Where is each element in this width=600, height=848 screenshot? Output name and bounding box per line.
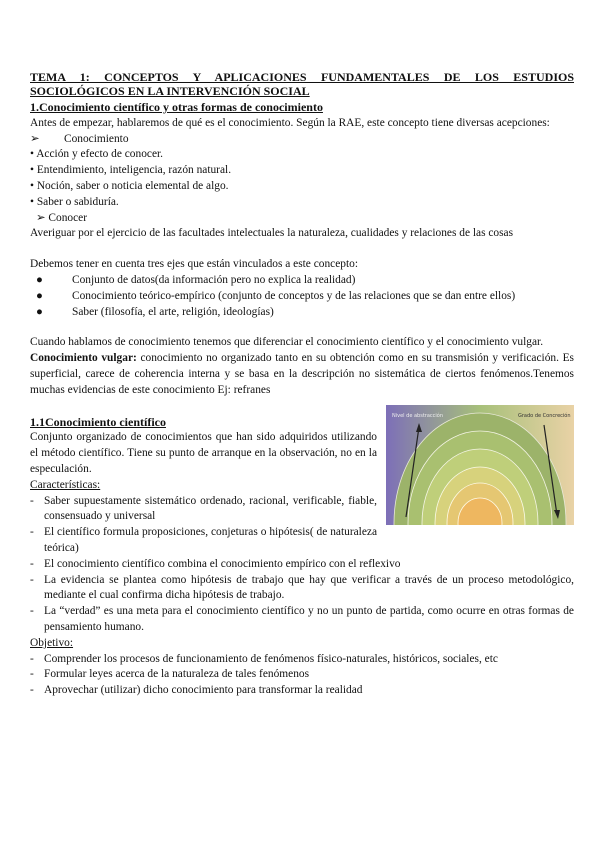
diferenciar-paragraph: Cuando hablamos de conocimiento tenemos que diferenciar el conocimiento científico y el conocimiento vulgar. bbox=[30, 336, 544, 349]
arrow-item-conocimiento bbox=[30, 132, 574, 148]
knowledge-diagram-image bbox=[386, 405, 574, 525]
list-item bbox=[30, 289, 574, 305]
list-item-text: La evidencia se plantea como hipótesis de trabajo que hay que verificar a través de un proceso metodológico, mediante el cual confirma dicha hipótesis de trabajo. bbox=[44, 573, 574, 602]
intro-paragraph: Antes de empezar, hablaremos de qué es el conocimiento. Según la RAE, este concepto tiene diversas acepciones: bbox=[30, 116, 550, 129]
list-item-text: Aprovechar (utilizar) dicho conocimiento para transformar la realidad bbox=[44, 684, 363, 697]
list-item bbox=[30, 683, 574, 699]
list-item bbox=[30, 305, 574, 321]
list-item bbox=[30, 604, 574, 636]
rae-item: • Acción y efecto de conocer. bbox=[30, 148, 164, 161]
section11-heading: 1.1Conocimiento científico bbox=[30, 414, 166, 429]
rae-item: • Noción, saber o noticia elemental de algo. bbox=[30, 179, 229, 192]
cientifico-definition: Conjunto organizado de conocimientos que han sido adquiridos utilizando el método científico. Tiene su punto de arranque en la observación, no en la especulación. bbox=[30, 431, 377, 475]
bullet-icon: ● bbox=[36, 305, 43, 318]
arrow-icon: ➢ bbox=[36, 211, 46, 224]
list-item-text: Saber supuestamente sistemático ordenado, racional, verificable, fiable, consensuado y universal bbox=[44, 494, 377, 523]
rae-item: • Saber o sabiduría. bbox=[30, 195, 119, 208]
objetivo-label: Objetivo: bbox=[30, 636, 74, 649]
vulgar-text: conocimiento no organizado tanto en su obtención como en su transmisión y verificación. Es superficial, carece de coherencia interna y se basa en la descripción no sistemática de ciertos fenómenos.Tenemos muchas evidencias de este conocimiento Ej: refranes bbox=[30, 352, 574, 396]
list-item-text: Comprender los procesos de funcionamiento de fenómenos físico-naturales, históricos, sociales, etc bbox=[44, 652, 498, 665]
section-1-1 bbox=[30, 412, 574, 699]
list-item-text: La “verdad” es una meta para el conocimiento científico y no un punto de partida, como ocurre en otras formas de pensamiento humano. bbox=[44, 605, 574, 633]
list-item-text: Conjunto de datos(da información pero no explica la realidad) bbox=[72, 273, 356, 286]
dash-icon: - bbox=[30, 668, 34, 681]
arrow-label: Conocer bbox=[48, 211, 87, 224]
list-item bbox=[30, 573, 574, 605]
caracteristicas-label: Características: bbox=[30, 478, 101, 491]
section1-heading: 1.Conocimiento científico y otras formas de conocimiento bbox=[30, 100, 323, 114]
document-title-line2: SOCIOLÓGICOS EN LA INTERVENCIÓN SOCIAL bbox=[30, 84, 310, 98]
list-item bbox=[30, 525, 377, 557]
rae-item: • Entendimiento, inteligencia, razón natural. bbox=[30, 164, 232, 177]
list-item bbox=[30, 494, 377, 526]
vulgar-term: Conocimiento vulgar: bbox=[30, 352, 137, 365]
dash-icon: - bbox=[30, 605, 34, 618]
list-item bbox=[30, 652, 574, 668]
dash-icon: - bbox=[30, 573, 34, 586]
document-page bbox=[30, 70, 574, 699]
dash-icon: - bbox=[30, 652, 34, 665]
list-item-text: El conocimiento científico combina el conocimiento empírico con el reflexivo bbox=[44, 557, 401, 570]
arrow-item-conocer bbox=[30, 211, 574, 227]
list-item bbox=[30, 667, 574, 683]
bullet-icon: ● bbox=[36, 273, 43, 286]
dash-icon: - bbox=[30, 557, 34, 570]
vulgar-paragraph bbox=[30, 351, 574, 398]
figure-label-left: Nivel de abstracción bbox=[392, 412, 444, 419]
list-item-text: Conocimiento teórico-empírico (conjunto de conceptos y de las relaciones que se dan entre ellos) bbox=[72, 289, 516, 302]
list-item bbox=[30, 273, 574, 289]
arrow-label: Conocimiento bbox=[64, 132, 129, 145]
arrow-icon: ➢ bbox=[30, 132, 40, 145]
objetivo-heading bbox=[30, 636, 574, 652]
figure-label-right: Grado de Concreción bbox=[518, 412, 571, 419]
list-item-text: Formular leyes acerca de la naturaleza de tales fenómenos bbox=[44, 668, 310, 681]
conocer-definition: Averiguar por el ejercicio de las facultades intelectuales la naturaleza, cualidades y relaciones de las cosas bbox=[30, 227, 514, 240]
document-title-line1: TEMA 1: CONCEPTOS Y APLICACIONES FUNDAMENTALES DE LOS ESTUDIOS bbox=[30, 70, 574, 84]
list-item bbox=[30, 557, 574, 573]
list-item-text: El científico formula proposiciones, conjeturas o hipótesis( de naturaleza teórica) bbox=[44, 526, 377, 554]
ejes-intro: Debemos tener en cuenta tres ejes que están vinculados a este concepto: bbox=[30, 258, 358, 271]
dash-icon: - bbox=[30, 684, 34, 697]
dash-icon: - bbox=[30, 526, 34, 539]
bullet-icon: ● bbox=[36, 289, 43, 302]
list-item-text: Saber (filosofía, el arte, religión, ideologías) bbox=[72, 305, 274, 318]
dash-icon: - bbox=[30, 494, 34, 507]
